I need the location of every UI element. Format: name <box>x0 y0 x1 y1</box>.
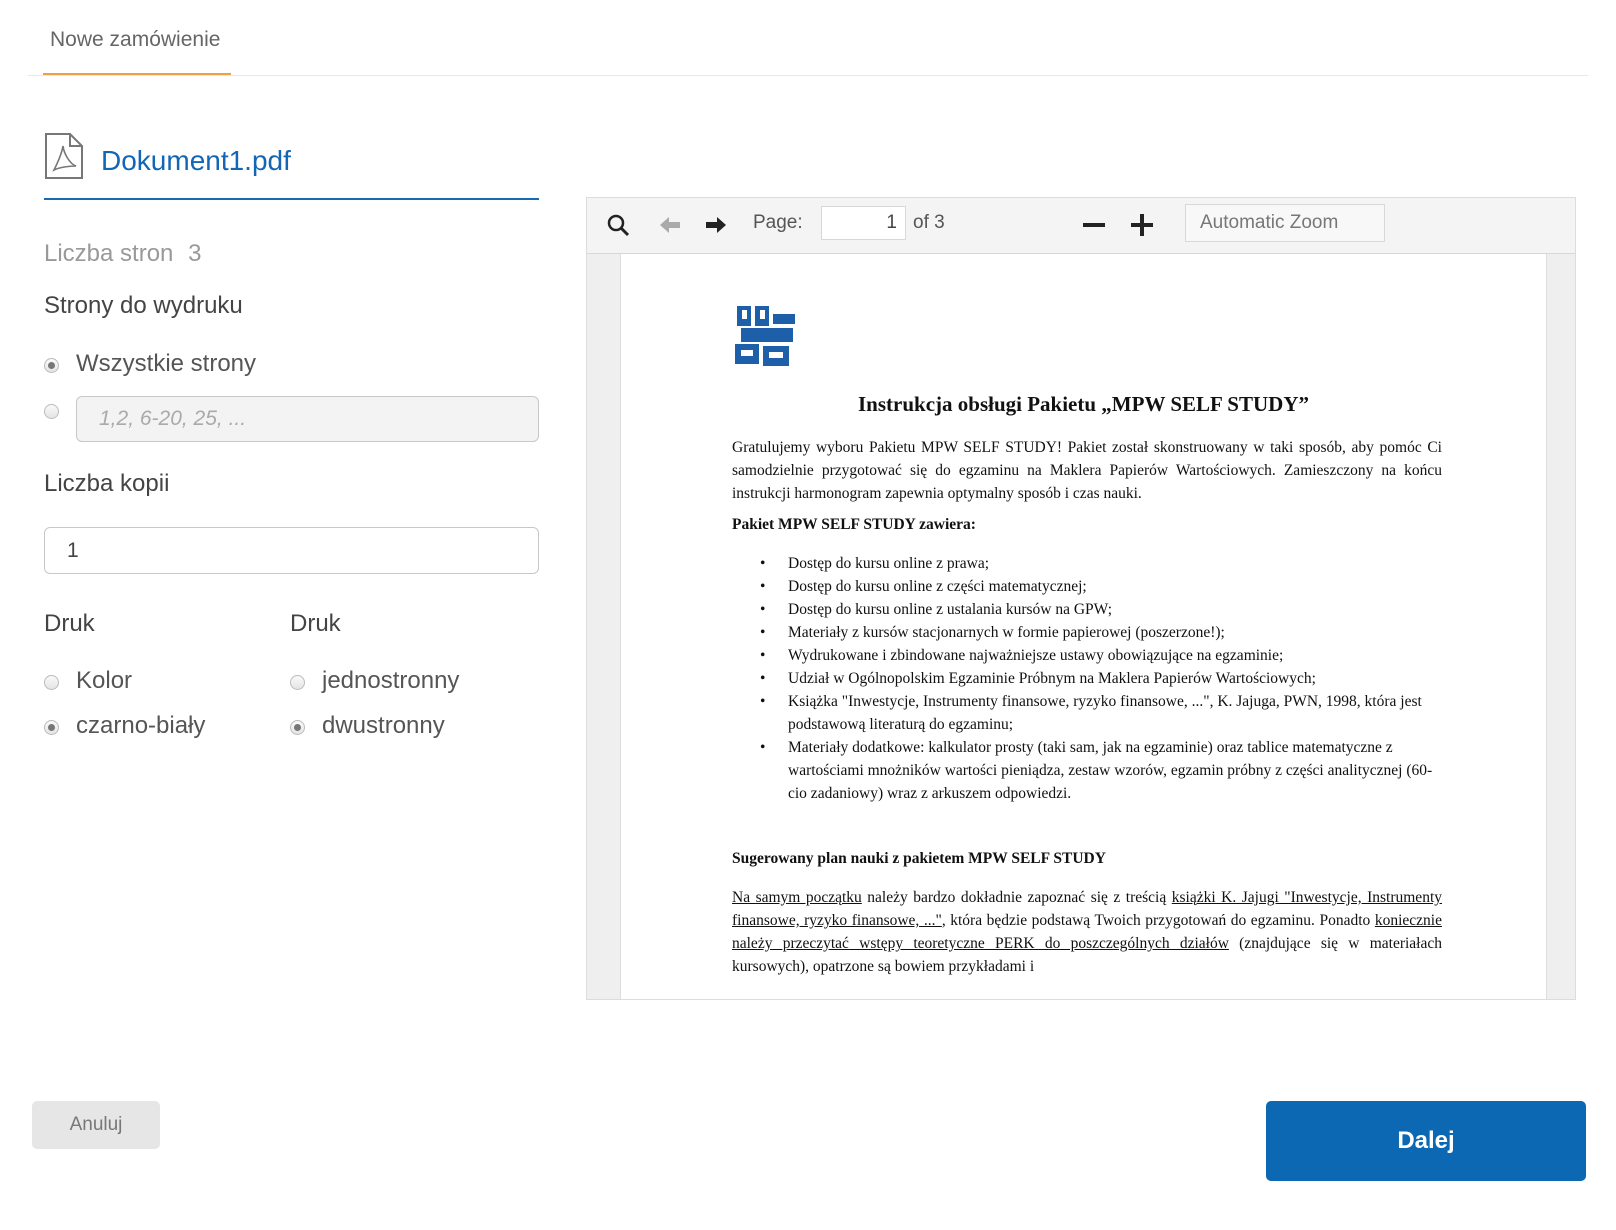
pages-to-print-label: Strony do wydruku <box>44 292 243 319</box>
page-count-value: 3 <box>188 240 202 267</box>
list-item: • Materiały z kursów stacjonarnych w formie papierowej (poszerzone!); <box>732 621 1442 644</box>
plan-underlined-text: koniecznie należy przeczytać wstępy teoretyczne PERK do poszczególnych działów <box>732 912 1442 952</box>
page-range-input[interactable]: 1,2, 6-20, 25, ... <box>76 396 539 442</box>
list-item: • Materiały dodatkowe: kalkulator prosty (taki sam, jak na egzaminie) oraz tablice matematyczne z wartościami mnożników wartości pieniądza, zestaw wzorów, egzamin próbny z części analitycznej (60-cio zadaniowy) wraz z arkuszem odpowiedzi. <box>732 736 1442 805</box>
plan-underlined-text: Na samym początku <box>732 889 862 906</box>
list-item: • Dostęp do kursu online z części matematycznej; <box>732 575 1442 598</box>
document-plan-text <box>732 886 1442 978</box>
page-range-radio[interactable] <box>44 404 59 419</box>
publisher-logo <box>733 304 797 368</box>
document-intro: Gratulujemy wyboru Pakietu MPW SELF STUDY! Pakiet został skonstruowany w taki sposób, aby pomóc Ci samodzielnie przygotować się do egzaminu na Maklera Papierów Wartościowych. Zamieszczony na końcu instrukcji harmonogram zapewnia optymalny sposób i czas nauki. <box>732 439 1442 502</box>
pdf-file-icon <box>44 132 84 180</box>
plan-text: , która będzie podstawą Twoich przygotowań do egzaminu. Ponadto <box>941 912 1375 929</box>
list-item: • Wydrukowane i zbindowane najważniejsze ustawy obowiązujące na egzaminie; <box>732 644 1442 667</box>
document-title: Instrukcja obsługi Pakietu „MPW SELF STUDY” <box>858 392 1309 416</box>
list-item: • Dostęp do kursu online z prawa; <box>732 552 1442 575</box>
page-number-input[interactable]: 1 <box>821 206 906 240</box>
single-sided-label[interactable]: jednostronny <box>322 667 460 694</box>
page-total: of 3 <box>913 212 945 233</box>
cancel-button[interactable]: Anuluj <box>32 1101 160 1149</box>
file-name: Dokument1.pdf <box>101 145 291 176</box>
list-item: • Książka "Inwestycje, Instrumenty finansowe, ryzyko finansowe, ...", K. Jajuga, PWN, 1998, która jest podstawową literaturą do egzaminu; <box>732 690 1442 736</box>
active-tab-indicator <box>43 73 231 75</box>
next-arrow-icon[interactable] <box>701 210 731 240</box>
plan-text: (znajdujące się w materiałach kursowych), opatrzone są bowiem przykładami i <box>732 935 1442 975</box>
plan-underlined-text: książki K. Jajugi "Inwestycje, Instrumenty finansowe, ryzyko finansowe, ..." <box>732 889 1442 929</box>
pdf-viewer <box>586 197 1576 1000</box>
copies-label: Liczba kopii <box>44 470 170 497</box>
page-count-label: Liczba stron <box>44 240 174 267</box>
copies-input[interactable]: 1 <box>44 527 539 574</box>
list-item: • Dostęp do kursu online z ustalania kursów na GPW; <box>732 598 1442 621</box>
document-contents-list <box>732 552 1442 805</box>
print-sides-label: Druk <box>290 610 341 637</box>
file-divider <box>44 198 539 200</box>
tab-new-order[interactable]: Nowe zamówienie <box>50 28 221 51</box>
print-color-label: Druk <box>44 610 95 637</box>
pdf-toolbar <box>587 198 1575 254</box>
document-plan-heading: Sugerowany plan nauki z pakietem MPW SELF STUDY <box>732 850 1106 867</box>
page-label: Page: <box>753 212 803 233</box>
list-item: • Udział w Ogólnopolskim Egzaminie Próbnym na Maklera Papierów Wartościowych; <box>732 667 1442 690</box>
all-pages-label[interactable]: Wszystkie strony <box>76 350 257 377</box>
black-white-radio[interactable] <box>44 720 59 735</box>
zoom-select[interactable]: Automatic Zoom <box>1185 204 1385 242</box>
next-button[interactable]: Dalej <box>1266 1101 1586 1181</box>
zoom-out-icon[interactable] <box>1079 210 1109 240</box>
plan-text: należy bardzo dokładnie zapoznać się z treścią <box>861 889 1172 906</box>
color-label[interactable]: Kolor <box>76 667 133 694</box>
zoom-in-icon[interactable] <box>1127 210 1157 240</box>
double-sided-label[interactable]: dwustronny <box>322 712 445 739</box>
all-pages-radio[interactable] <box>44 358 59 373</box>
page-count <box>44 240 201 268</box>
tab-bar <box>28 0 1588 76</box>
black-white-label[interactable]: czarno-biały <box>76 712 206 739</box>
pdf-page <box>620 254 1547 1000</box>
search-icon[interactable] <box>603 210 633 240</box>
color-radio[interactable] <box>44 675 59 690</box>
document-contents-heading: Pakiet MPW SELF STUDY zawiera: <box>732 516 976 533</box>
single-sided-radio[interactable] <box>290 675 305 690</box>
double-sided-radio[interactable] <box>290 720 305 735</box>
previous-arrow-icon[interactable] <box>655 210 685 240</box>
